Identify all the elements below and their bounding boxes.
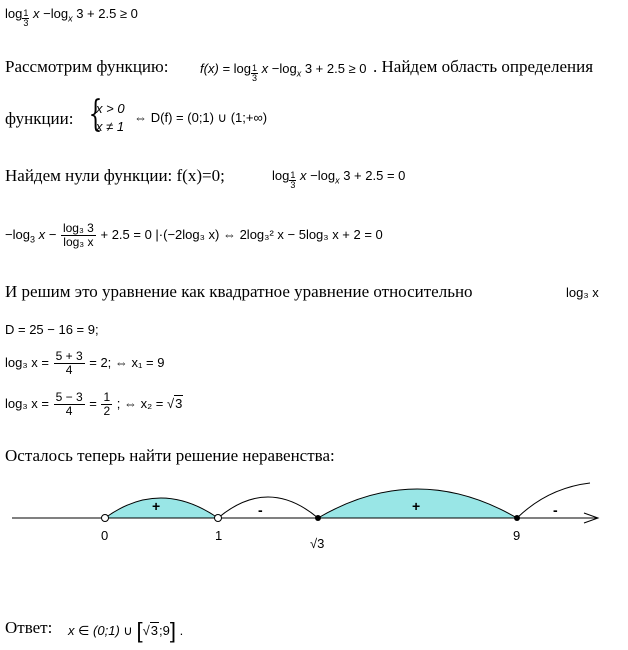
sign-plus-1: +	[152, 498, 161, 514]
answer-expression: x ∈ (0;1) ∪ [√3;9] .	[68, 618, 184, 643]
transformed-equation: $-\log_3$ x − $\frac{\text{log₃ 3}}{\text{log₃ x}}$ + 2.5 = 0 |·(−2log₃ x) ⇔ 2log₃² x − 5log₃ x + 2 = 0	[5, 221, 383, 249]
root-one-fraction: $\frac{5 + 3}{4}$	[55, 349, 83, 377]
solve-quadratic-line: И решим это уравнение как квадратное уравнение относительно	[5, 282, 473, 301]
zero-equation: log $\frac{1}{3}$ $x -\log_x$ 3 + 2.5 = 0	[272, 168, 406, 190]
find-solution-line: Осталось теперь найти решение неравенства:	[5, 446, 335, 465]
discriminant: D = 25 − 16 = 9;	[5, 322, 99, 337]
root-two-fraction: $\frac{5 - 3}{4}$	[55, 390, 83, 418]
sign-minus-1: -	[258, 502, 263, 518]
half-fraction: $\frac{1}{2}$	[103, 390, 111, 418]
point-9-closed	[514, 515, 520, 521]
answer-sqrt-three: √3	[142, 623, 159, 638]
point-0-open	[102, 515, 109, 522]
sign-minus-2: -	[553, 502, 558, 518]
positive-region-0-1	[105, 498, 218, 518]
log-base-fraction: $\frac{1}{3}$	[290, 170, 296, 190]
label-1: 1	[215, 528, 223, 543]
point-1-open	[215, 515, 222, 522]
sqrt-three: √3	[167, 395, 183, 411]
root-one: log₃ x = $\frac{5 + 3}{4}$ = 2; ⇔ x₁ = 9	[5, 349, 165, 377]
domain-system: { x > 0 x ≠ 1 ⇔ D(f) = (0;1) ∪ (1;+∞)	[86, 100, 267, 136]
function-definition: f(x) = log $\frac{1}{3}$ $x -\log_x$ 3 + 2.5 ≥ 0	[200, 61, 367, 83]
label-sqrt3: √3	[310, 536, 325, 551]
log-term: log₃ x	[566, 285, 599, 300]
functions-label: функции:	[5, 109, 74, 128]
negative-arc-1-sqrt3	[218, 497, 318, 518]
label-9: 9	[513, 528, 521, 543]
problem-inequality: log $\frac{1}{3}$ $x -\log_x$ 3 + 2.5 ≥ 0	[5, 6, 138, 28]
consider-function-line: Рассмотрим функцию:	[5, 57, 169, 76]
log-ratio-fraction: $\frac{\text{log₃ 3}}{\text{log₃ x}}$	[62, 221, 94, 249]
sign-chart	[0, 478, 628, 568]
domain-heading-tail: . Найдем область определения	[373, 57, 594, 76]
answer-label: Ответ:	[5, 618, 53, 637]
condition-system: { x > 0 x ≠ 1	[86, 100, 125, 136]
root-two: log₃ x = $\frac{5 - 3}{4}$ = $\frac{1}{2}$ ; ⇔ x₂ = √3	[5, 390, 183, 418]
log-base-fraction: $\frac{1}{3}$	[23, 8, 29, 28]
point-sqrt3-closed	[315, 515, 321, 521]
sign-plus-2: +	[412, 498, 421, 514]
find-zeros-line: Найдем нули функции: f(x)=0;	[5, 166, 225, 185]
label-0: 0	[101, 528, 109, 543]
log-base-fraction: $\frac{1}{3}$	[251, 63, 257, 83]
